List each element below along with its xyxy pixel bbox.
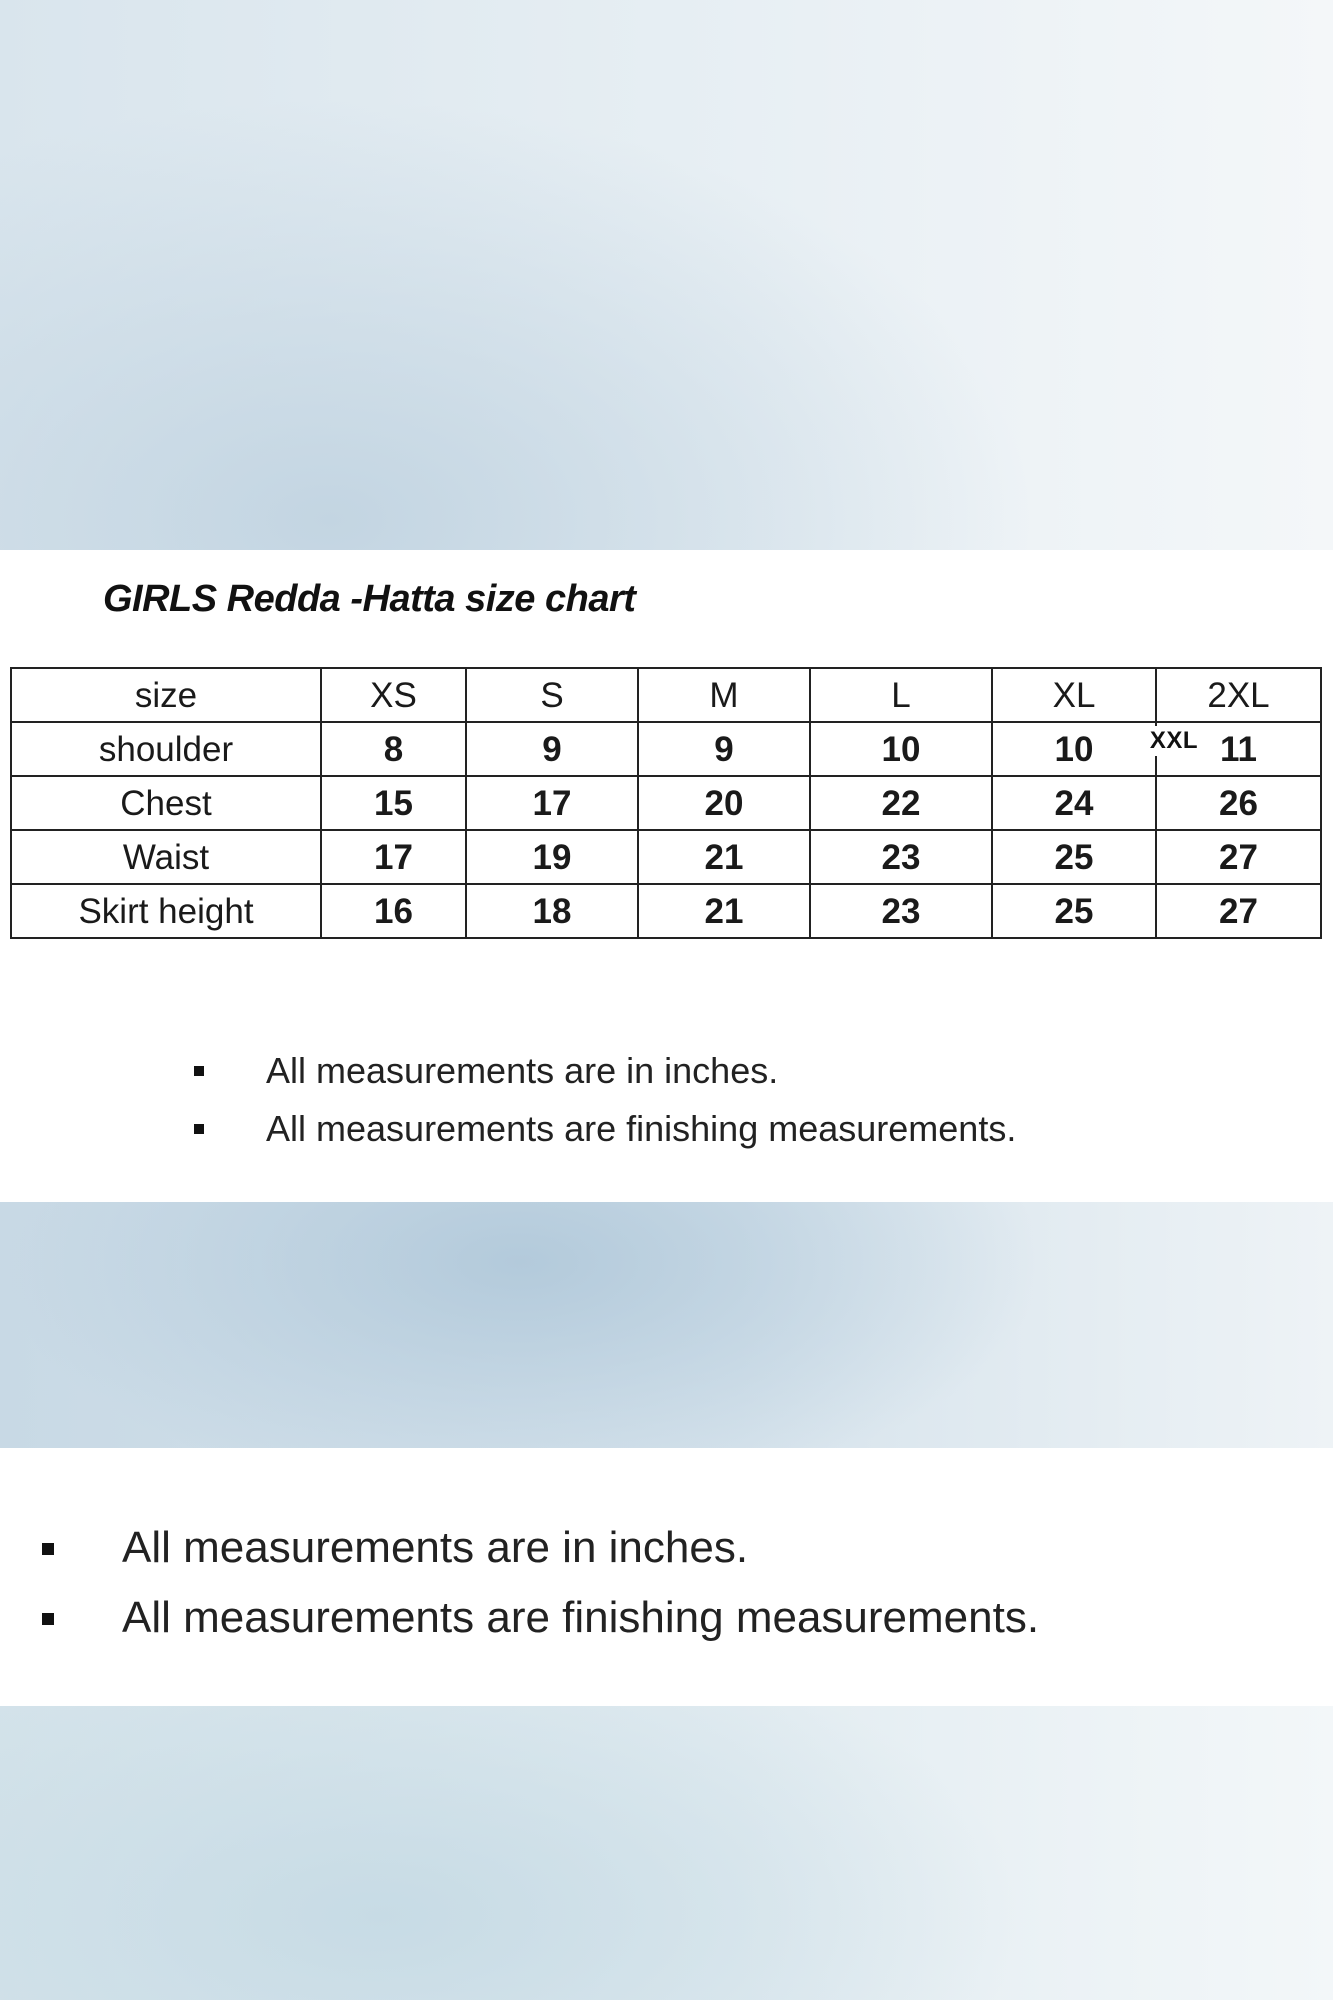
table-cell: 8 — [321, 722, 466, 776]
header-cell: 2XL — [1156, 668, 1321, 722]
size-table — [10, 667, 1322, 939]
table-cell: 9 — [638, 722, 810, 776]
table-cell: 22 — [810, 776, 992, 830]
row-label: Chest — [11, 776, 321, 830]
note-text: All measurements are in inches. — [266, 1050, 779, 1091]
table-cell: 23 — [810, 884, 992, 938]
note-text: All measurements are finishing measurements. — [122, 1593, 1040, 1642]
header-cell: size — [11, 668, 321, 722]
table-cell: 18 — [466, 884, 638, 938]
table-cell: 27 — [1156, 830, 1321, 884]
table-cell: 10 — [810, 722, 992, 776]
background-top-band — [0, 0, 1333, 550]
header-cell: XL — [992, 668, 1156, 722]
note-text: All measurements are in inches. — [122, 1523, 749, 1572]
table-cell: 17 — [466, 776, 638, 830]
table-cell: 17 — [321, 830, 466, 884]
bullet-square-icon — [194, 1124, 204, 1134]
background-bottom-band — [0, 1706, 1333, 2000]
table-cell: 19 — [466, 830, 638, 884]
table-cell: 15 — [321, 776, 466, 830]
table-cell: 23 — [810, 830, 992, 884]
table-cell: 26 — [1156, 776, 1321, 830]
bullet-square-icon — [42, 1543, 54, 1555]
table-row — [11, 830, 1321, 884]
table-cell: 16 — [321, 884, 466, 938]
background-middle-band — [0, 1202, 1333, 1448]
table-cell: 25 — [992, 830, 1156, 884]
table-row — [11, 884, 1321, 938]
table-cell: 11 — [1156, 722, 1321, 776]
header-cell: S — [466, 668, 638, 722]
table-cell: 20 — [638, 776, 810, 830]
table-row — [11, 776, 1321, 830]
table-cell: 24 — [992, 776, 1156, 830]
table-row — [11, 722, 1321, 776]
header-cell: M — [638, 668, 810, 722]
table-cell: 21 — [638, 884, 810, 938]
row-label: Skirt height — [11, 884, 321, 938]
header-cell: XS — [321, 668, 466, 722]
table-header-row — [11, 668, 1321, 722]
row-label: Waist — [11, 830, 321, 884]
row-label: shoulder — [11, 722, 321, 776]
table-cell: 27 — [1156, 884, 1321, 938]
xxl-overlay-label: XXL — [1137, 726, 1211, 756]
chart-title: GIRLS Redda -Hatta size chart — [103, 578, 636, 620]
bullet-square-icon — [42, 1613, 54, 1625]
table-cell: 9 — [466, 722, 638, 776]
table-cell: 10 — [992, 722, 1156, 776]
note-text: All measurements are finishing measurements. — [266, 1108, 1017, 1149]
header-cell: L — [810, 668, 992, 722]
bullet-square-icon — [194, 1066, 204, 1076]
table-cell: 25 — [992, 884, 1156, 938]
table-cell: 21 — [638, 830, 810, 884]
